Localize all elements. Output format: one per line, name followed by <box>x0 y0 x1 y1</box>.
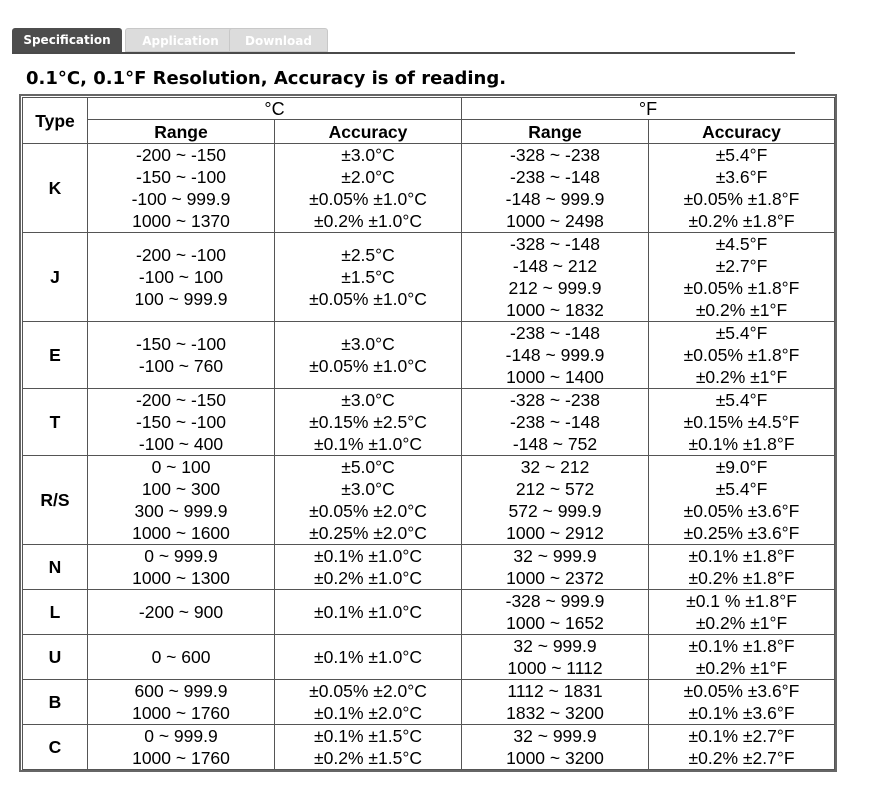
cell-line: ±5.0°C <box>341 457 395 477</box>
cell-line: ±0.1% ±1.8°F <box>688 636 795 656</box>
fahrenheit-accuracy-cell <box>649 389 835 456</box>
cell-line: ±5.4°F <box>715 145 768 165</box>
celsius-range-cell <box>88 233 275 322</box>
cell-line: 1000 ~ 2912 <box>506 523 604 543</box>
cell-line: 1000 ~ 1652 <box>506 613 604 633</box>
cell-line: -150 ~ -100 <box>136 412 226 432</box>
cell-line: ±0.2% ±1.8°F <box>688 211 795 231</box>
celsius-range-cell <box>88 144 275 233</box>
type-cell: N <box>23 545 88 590</box>
celsius-range-cell <box>88 725 275 770</box>
cell-line: 600 ~ 999.9 <box>134 681 228 701</box>
cell-line: 32 ~ 999.9 <box>513 636 597 656</box>
celsius-range-cell <box>88 389 275 456</box>
cell-line: ±0.1% ±1.0°C <box>314 434 422 454</box>
cell-line: 1000 ~ 2498 <box>506 211 604 231</box>
cell-line: ±0.05% ±2.0°C <box>309 681 427 701</box>
cell-line: -148 ~ 752 <box>512 434 598 454</box>
cell-line: ±0.05% ±1.0°C <box>309 356 427 376</box>
spec-table <box>22 97 835 770</box>
cell-line: ±0.05% ±3.6°F <box>683 681 800 701</box>
cell-line: ±0.2% ±1.0°C <box>314 211 422 231</box>
celsius-accuracy-cell <box>275 322 462 389</box>
spec-table-frame <box>19 94 837 772</box>
cell-line: -148 ~ 999.9 <box>505 189 605 209</box>
cell-line: ±0.1% ±1.8°F <box>688 434 795 454</box>
cell-line: ±0.15% ±4.5°F <box>683 412 800 432</box>
fahrenheit-accuracy-cell <box>649 322 835 389</box>
cell-line: 572 ~ 999.9 <box>508 501 602 521</box>
cell-line: -100 ~ 999.9 <box>131 189 231 209</box>
cell-line: 1000 ~ 1832 <box>506 300 604 320</box>
cell-line: ±3.6°F <box>715 167 768 187</box>
celsius-accuracy-cell <box>275 545 462 590</box>
fahrenheit-range-header: Range <box>462 120 649 144</box>
cell-line: ±0.05% ±2.0°C <box>309 501 427 521</box>
cell-line: ±0.1% ±1.5°C <box>314 726 422 746</box>
fahrenheit-accuracy-cell <box>649 545 835 590</box>
cell-line: ±5.4°F <box>715 390 768 410</box>
celsius-range-cell <box>88 545 275 590</box>
fahrenheit-accuracy-cell <box>649 144 835 233</box>
cell-line: ±0.05% ±3.6°F <box>683 501 800 521</box>
celsius-accuracy-cell <box>275 389 462 456</box>
celsius-range-cell <box>88 590 275 635</box>
type-cell: U <box>23 635 88 680</box>
cell-line: -100 ~ 760 <box>138 356 224 376</box>
table-row <box>23 456 835 545</box>
cell-line: ±9.0°F <box>715 457 768 477</box>
celsius-accuracy-cell <box>275 233 462 322</box>
cell-line: 100 ~ 300 <box>141 479 221 499</box>
cell-line: ±0.05% ±1.8°F <box>683 345 800 365</box>
type-cell: K <box>23 144 88 233</box>
cell-line: ±4.5°F <box>715 234 768 254</box>
cell-line: ±0.25% ±2.0°C <box>309 523 427 543</box>
cell-line: -100 ~ 400 <box>138 434 224 454</box>
cell-line: ±0.2% ±1°F <box>695 300 788 320</box>
celsius-accuracy-cell <box>275 725 462 770</box>
fahrenheit-range-cell <box>462 144 649 233</box>
fahrenheit-accuracy-cell <box>649 635 835 680</box>
fahrenheit-range-cell <box>462 725 649 770</box>
cell-line: -238 ~ -148 <box>510 323 601 343</box>
cell-line: -150 ~ -100 <box>136 334 226 354</box>
tab-download[interactable]: Download <box>229 28 328 52</box>
cell-line: 1000 ~ 2372 <box>506 568 604 588</box>
cell-line: ±0.15% ±2.5°C <box>309 412 427 432</box>
type-cell: C <box>23 725 88 770</box>
cell-line: -200 ~ -150 <box>136 145 226 165</box>
cell-line: ±0.1% ±1.0°C <box>314 546 422 566</box>
cell-line: 0 ~ 600 <box>151 647 211 667</box>
cell-line: 300 ~ 999.9 <box>134 501 228 521</box>
table-row <box>23 233 835 322</box>
fahrenheit-range-cell <box>462 233 649 322</box>
fahrenheit-range-cell <box>462 635 649 680</box>
fahrenheit-accuracy-cell <box>649 233 835 322</box>
cell-line: ±0.2% ±1°F <box>695 658 788 678</box>
cell-line: ±0.2% ±1.8°F <box>688 568 795 588</box>
cell-line: 32 ~ 999.9 <box>513 726 597 746</box>
cell-line: 0 ~ 999.9 <box>144 546 218 566</box>
celsius-header: °C <box>88 98 462 120</box>
table-row <box>23 389 835 456</box>
fahrenheit-accuracy-cell <box>649 680 835 725</box>
cell-line: -328 ~ -238 <box>510 390 601 410</box>
fahrenheit-accuracy-cell <box>649 590 835 635</box>
table-row <box>23 635 835 680</box>
cell-line: 1000 ~ 1600 <box>132 523 230 543</box>
type-cell: J <box>23 233 88 322</box>
celsius-accuracy-cell <box>275 590 462 635</box>
table-row <box>23 322 835 389</box>
fahrenheit-accuracy-cell <box>649 456 835 545</box>
cell-line: -328 ~ -238 <box>510 145 601 165</box>
fahrenheit-range-cell <box>462 322 649 389</box>
fahrenheit-range-cell <box>462 456 649 545</box>
cell-line: 0 ~ 100 <box>151 457 211 477</box>
type-cell: B <box>23 680 88 725</box>
cell-line: 0 ~ 999.9 <box>144 726 218 746</box>
cell-line: -200 ~ -150 <box>136 390 226 410</box>
cell-line: ±3.0°C <box>341 390 395 410</box>
cell-line: 1000 ~ 1400 <box>506 367 604 387</box>
celsius-range-cell <box>88 456 275 545</box>
cell-line: 1000 ~ 3200 <box>506 748 604 768</box>
fahrenheit-accuracy-cell <box>649 725 835 770</box>
cell-line: 1000 ~ 1760 <box>132 748 230 768</box>
cell-line: -328 ~ 999.9 <box>505 591 605 611</box>
fahrenheit-range-cell <box>462 545 649 590</box>
type-cell: E <box>23 322 88 389</box>
cell-line: ±2.0°C <box>341 167 395 187</box>
cell-line: -150 ~ -100 <box>136 167 226 187</box>
cell-line: ±0.1% ±2.0°C <box>314 703 422 723</box>
table-row <box>23 590 835 635</box>
type-header: Type <box>23 98 88 144</box>
cell-line: 1112 ~ 1831 <box>507 681 603 701</box>
celsius-accuracy-cell <box>275 680 462 725</box>
cell-line: ±0.05% ±1.0°C <box>309 289 427 309</box>
type-cell: T <box>23 389 88 456</box>
cell-line: 1832 ~ 3200 <box>506 703 604 723</box>
spec-table-body <box>23 144 835 770</box>
cell-line: ±0.1% ±1.0°C <box>314 602 422 622</box>
celsius-accuracy-cell <box>275 635 462 680</box>
cell-line: ±5.4°F <box>715 479 768 499</box>
page-heading: 0.1°C, 0.1°F Resolution, Accuracy is of reading. <box>26 68 507 89</box>
cell-line: ±0.2% ±2.7°F <box>688 748 795 768</box>
cell-line: 32 ~ 212 <box>520 457 590 477</box>
tab-application[interactable]: Application <box>125 28 236 52</box>
celsius-range-cell <box>88 680 275 725</box>
type-cell: L <box>23 590 88 635</box>
table-row <box>23 144 835 233</box>
cell-line: -100 ~ 100 <box>138 267 224 287</box>
fahrenheit-range-cell <box>462 590 649 635</box>
table-row <box>23 545 835 590</box>
cell-line: ±0.2% ±1°F <box>695 613 788 633</box>
cell-line: ±0.1% ±2.7°F <box>688 726 795 746</box>
cell-line: ±0.2% ±1°F <box>695 367 788 387</box>
celsius-accuracy-header: Accuracy <box>275 120 462 144</box>
cell-line: ±0.1 % ±1.8°F <box>686 591 797 611</box>
cell-line: ±0.25% ±3.6°F <box>683 523 800 543</box>
cell-line: ±0.1% ±1.0°C <box>314 647 422 667</box>
cell-line: -238 ~ -148 <box>510 412 601 432</box>
tab-specification[interactable]: Specification <box>12 28 122 52</box>
cell-line: -200 ~ 900 <box>138 602 224 622</box>
cell-line: ±0.05% ±1.8°F <box>683 278 800 298</box>
cell-line: ±2.5°C <box>341 245 395 265</box>
fahrenheit-range-cell <box>462 389 649 456</box>
cell-line: -328 ~ -148 <box>510 234 601 254</box>
cell-line: 212 ~ 999.9 <box>508 278 602 298</box>
fahrenheit-range-cell <box>462 680 649 725</box>
celsius-accuracy-cell <box>275 144 462 233</box>
fahrenheit-accuracy-header: Accuracy <box>649 120 835 144</box>
table-row <box>23 725 835 770</box>
celsius-range-header: Range <box>88 120 275 144</box>
cell-line: -200 ~ -100 <box>136 245 226 265</box>
cell-line: -148 ~ 212 <box>512 256 598 276</box>
celsius-accuracy-cell <box>275 456 462 545</box>
table-row <box>23 680 835 725</box>
cell-line: ±0.05% ±1.8°F <box>683 189 800 209</box>
type-cell: R/S <box>23 456 88 545</box>
cell-line: -148 ~ 999.9 <box>505 345 605 365</box>
fahrenheit-header: °F <box>462 98 835 120</box>
cell-line: 32 ~ 999.9 <box>513 546 597 566</box>
cell-line: -238 ~ -148 <box>510 167 601 187</box>
cell-line: 1000 ~ 1370 <box>132 211 230 231</box>
cell-line: 1000 ~ 1300 <box>132 568 230 588</box>
cell-line: ±5.4°F <box>715 323 768 343</box>
cell-line: ±0.2% ±1.5°C <box>314 748 422 768</box>
cell-line: ±3.0°C <box>341 479 395 499</box>
cell-line: 212 ~ 572 <box>515 479 595 499</box>
cell-line: ±0.1% ±3.6°F <box>688 703 795 723</box>
cell-line: ±3.0°C <box>341 145 395 165</box>
cell-line: ±3.0°C <box>341 334 395 354</box>
celsius-range-cell <box>88 635 275 680</box>
cell-line: ±0.05% ±1.0°C <box>309 189 427 209</box>
cell-line: ±0.2% ±1.0°C <box>314 568 422 588</box>
cell-line: 100 ~ 999.9 <box>134 289 228 309</box>
tab-bar <box>12 28 795 54</box>
cell-line: 1000 ~ 1760 <box>132 703 230 723</box>
cell-line: ±2.7°F <box>715 256 768 276</box>
cell-line: ±1.5°C <box>341 267 395 287</box>
celsius-range-cell <box>88 322 275 389</box>
cell-line: ±0.1% ±1.8°F <box>688 546 795 566</box>
cell-line: 1000 ~ 1112 <box>507 658 603 678</box>
